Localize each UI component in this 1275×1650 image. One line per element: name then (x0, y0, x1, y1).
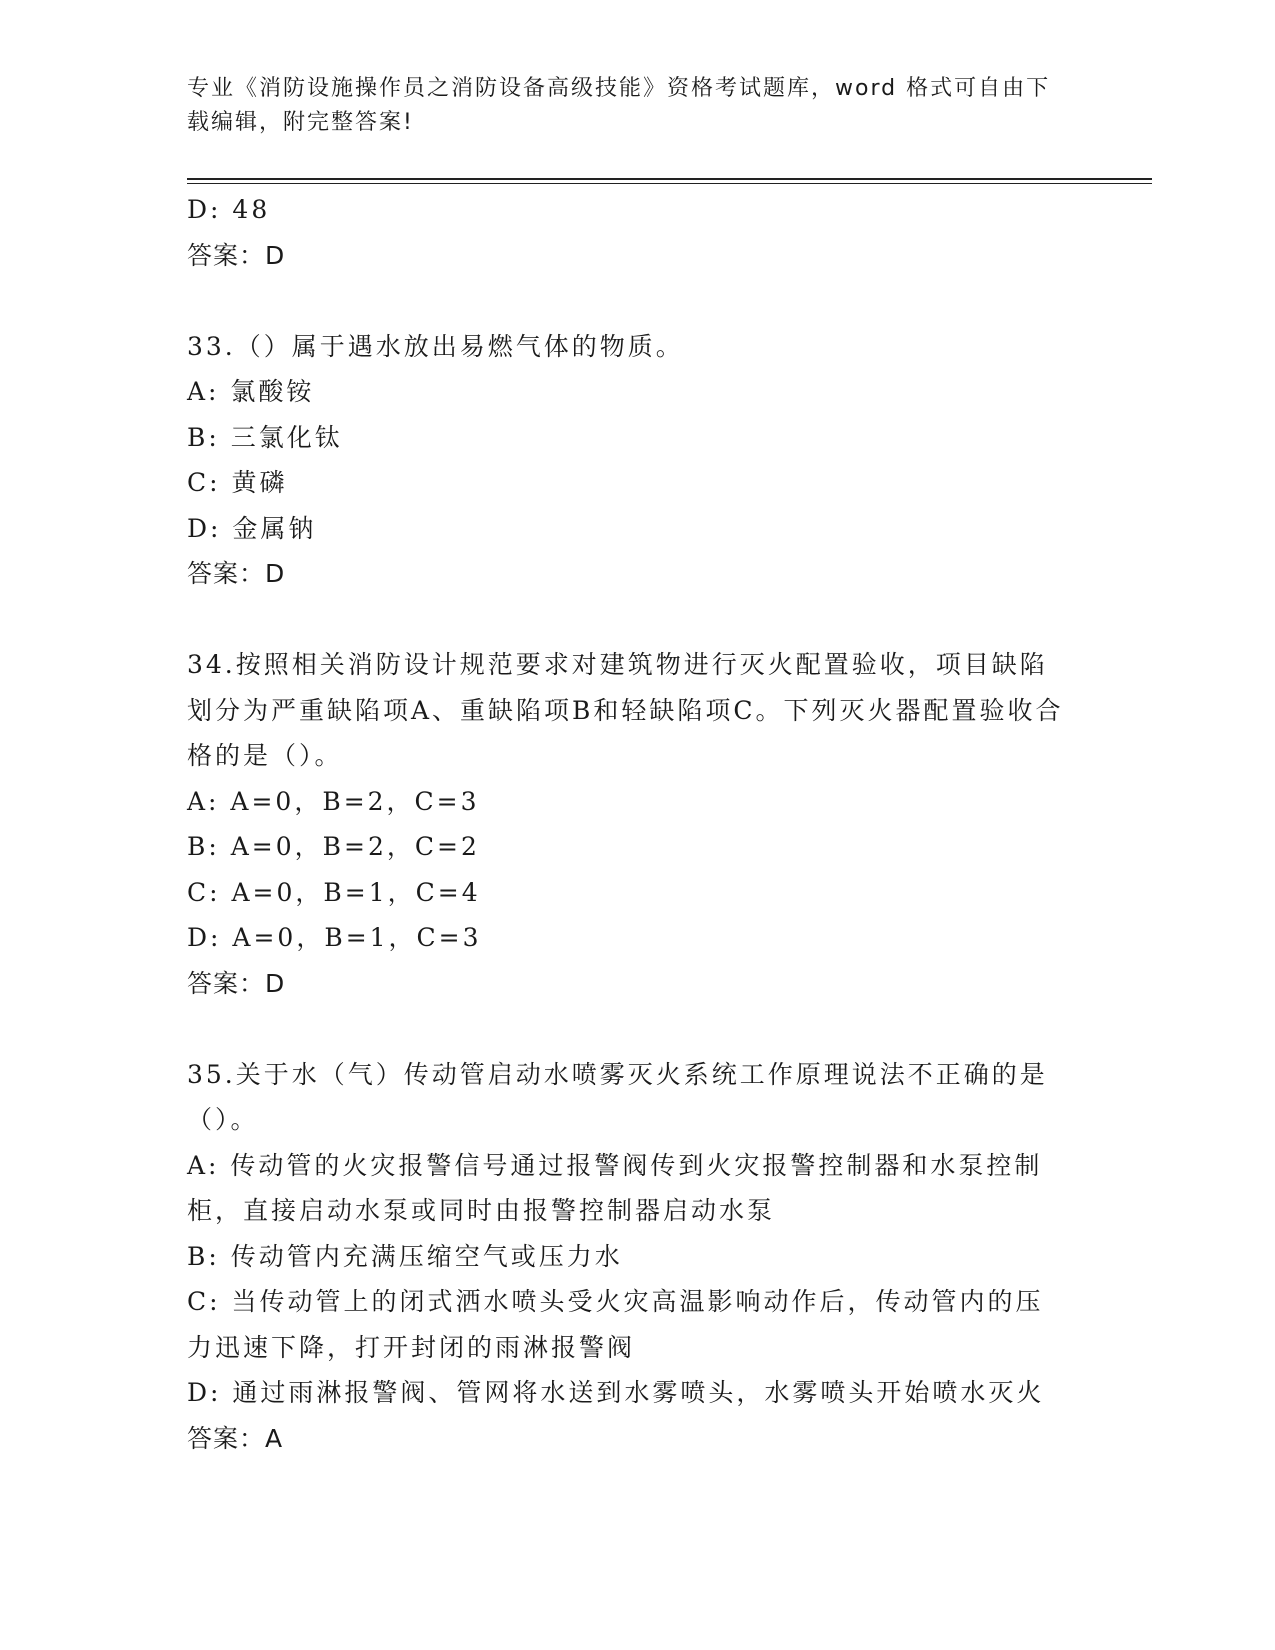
option-c: C: 当传动管上的闭式洒水喷头受火灾高温影响动作后，传动管内的压力迅速下降，打开封闭的雨淋报警阀 (187, 1287, 1044, 1362)
question-34 (187, 642, 1067, 1006)
option-d: D: A=0，B=1，C=3 (187, 923, 482, 952)
option-a: A: A=0，B=2，C=3 (187, 786, 480, 816)
spacer (187, 278, 1067, 324)
option-c: C: 黄磷 (187, 468, 288, 497)
question-33 (187, 324, 1067, 597)
question-35 (187, 1052, 1067, 1462)
answer: 答案：A (187, 1423, 284, 1453)
option-b: B: 传动管内充满压缩空气或压力水 (187, 1241, 623, 1271)
spacer (187, 1006, 1067, 1052)
page-header: 专业《消防设施操作员之消防设备高级技能》资格考试题库，word 格式可自由下载编辑，附完整答案! (187, 76, 1051, 135)
question-list (187, 187, 1067, 1461)
spacer (187, 597, 1067, 643)
option-a: A: 传动管的火灾报警信号通过报警阀传到火灾报警控制器和水泵控制柜，直接启动水泵或同时由报警控制器启动水泵 (187, 1150, 1043, 1225)
option-d: D: 通过雨淋报警阀、管网将水送到水雾喷头，水雾喷头开始喷水灭火 (187, 1378, 1045, 1407)
answer: 答案：D (187, 968, 286, 998)
option-c: C: A=0，B=1，C=4 (187, 877, 481, 907)
option-d: D: 金属钠 (187, 513, 317, 543)
answer: 答案：D (187, 240, 286, 270)
question-32-tail (187, 187, 1067, 278)
header-rule-thick (187, 178, 1152, 180)
question-stem: 35.关于水（气）传动管启动水喷雾灭火系统工作原理说法不正确的是（）。 (187, 1059, 1048, 1134)
question-stem: 33.（）属于遇水放出易燃气体的物质。 (187, 331, 684, 361)
option-a: A: 氯酸铵 (187, 377, 315, 406)
option-d: D: 48 (187, 195, 271, 224)
option-b: B: 三氯化钛 (187, 422, 343, 452)
header-rule-thin (187, 183, 1152, 184)
answer: 答案：D (187, 559, 286, 588)
question-stem: 34.按照相关消防设计规范要求对建筑物进行灭火配置验收，项目缺陷划分为严重缺陷项A、重缺陷项B和轻缺陷项C。下列灭火器配置验收合格的是（）。 (187, 650, 1064, 770)
option-b: B: A=0，B=2，C=2 (187, 832, 480, 861)
